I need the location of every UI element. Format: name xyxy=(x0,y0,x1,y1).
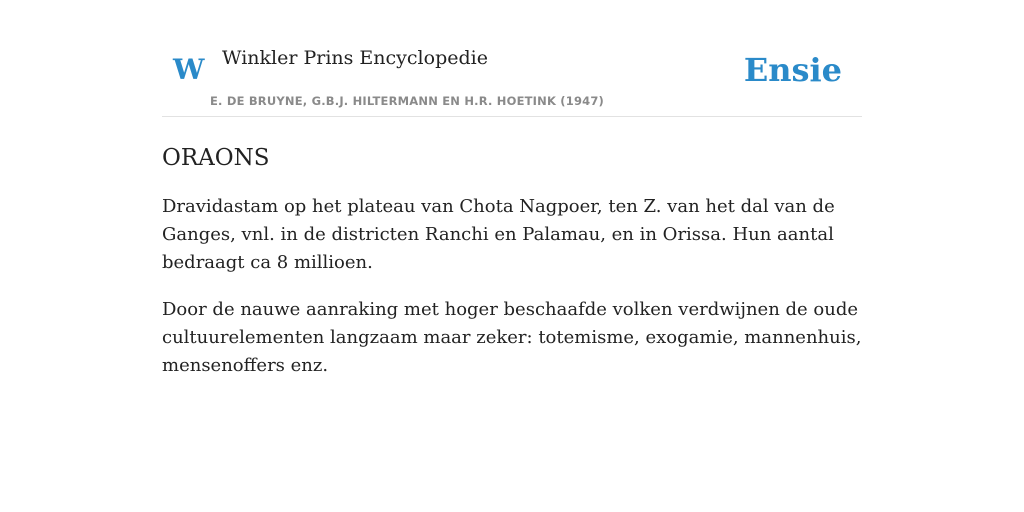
source-logo-w[interactable]: W xyxy=(173,53,205,86)
entry-paragraph-2: Door de nauwe aanraking met hoger beschaafde volken verdwijnen de oude cultuurelementen langzaam maar zeker: totemisme, exogamie, mannenhuis, mensenoffers enz. xyxy=(162,299,862,376)
source-header xyxy=(162,0,862,117)
ensie-brand-logo[interactable]: Ensie xyxy=(743,51,842,89)
entry-title: ORAONS xyxy=(162,145,270,171)
source-authors: E. DE BRUYNE, G.B.J. HILTERMANN EN H.R. HOETINK (1947) xyxy=(210,94,605,108)
page-container xyxy=(162,0,862,380)
source-title[interactable]: Winkler Prins Encyclopedie xyxy=(222,47,488,69)
entry-paragraph-1: Dravidastam op het plateau van Chota Nagpoer, ten Z. van het dal van de Ganges, vnl. in de districten Ranchi en Palamau, en in Orissa. Hun aantal bedraagt ca 8 millioen. xyxy=(162,196,835,273)
